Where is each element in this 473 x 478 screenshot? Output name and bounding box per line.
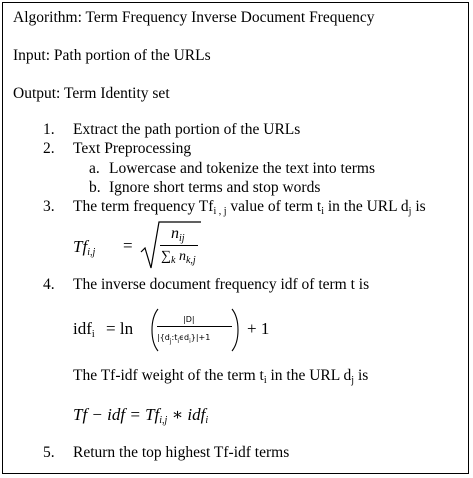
fraction-bar	[160, 245, 198, 246]
step-number: 3.	[43, 198, 55, 215]
substep-label: b.	[89, 179, 101, 196]
algorithm-box: Algorithm: Term Frequency Inverse Document Frequency Input: Path portion of the URLs Output: Term Identity set 1. Extract the path portion of the URLs 2. Text Preprocessing a. Lowercase and tokenize the text into terms b. Ignore short terms and stop words 3. The term frequency $Tf_{i , j}$ value of term $t_i$ in the URL $d_j$ is $Tf_{i,j}$ = $n_{ij}$ $\sum_k$ $n_{k,j}$ 4. The inverse document frequency idf of term t is idf$_i$ = ln |D| $|\{d_j:t_i\epsilon d_i\}|+1$ + 1 The Tf-idf weight of the term $t_i$ in the URL $d_j$ is Tf − idf = $Tf_{i,j}$ ∗ idf$_i$ 5. Return the top highest Tf-idf terms	[2, 2, 469, 474]
formula-tfidf: Tf − idf = $Tf_{i,j}$ ∗ idf$_i$	[73, 405, 209, 426]
tfidf-weight-text: The Tf-idf weight of the term $t_i$ in the URL $d_j$ is	[73, 367, 369, 386]
step-text: The inverse document frequency idf of term t is	[73, 276, 370, 293]
step-number: 2.	[43, 140, 55, 157]
input-line: Input: Path portion of the URLs	[13, 47, 211, 64]
fraction-bar	[157, 326, 232, 327]
substep-text: Ignore short terms and stop words	[109, 179, 321, 196]
substep-text: Lowercase and tokenize the text into terms	[109, 160, 375, 177]
step-number: 5.	[43, 444, 55, 461]
substep-label: a.	[89, 160, 100, 177]
step-number: 4.	[43, 276, 55, 293]
right-paren	[230, 307, 242, 353]
step-text: The term frequency $Tf_{i , j}$ value of term $t_i$ in the URL $d_j$ is	[73, 198, 426, 217]
output-line: Output: Term Identity set	[13, 85, 170, 102]
step-text: Text Preprocessing	[73, 140, 192, 157]
step-text: Extract the path portion of the URLs	[73, 121, 301, 138]
step-text: Return the top highest Tf-idf terms	[73, 444, 290, 461]
step-number: 1.	[43, 121, 55, 138]
algorithm-title: Algorithm: Term Frequency Inverse Document Frequency	[13, 9, 375, 26]
